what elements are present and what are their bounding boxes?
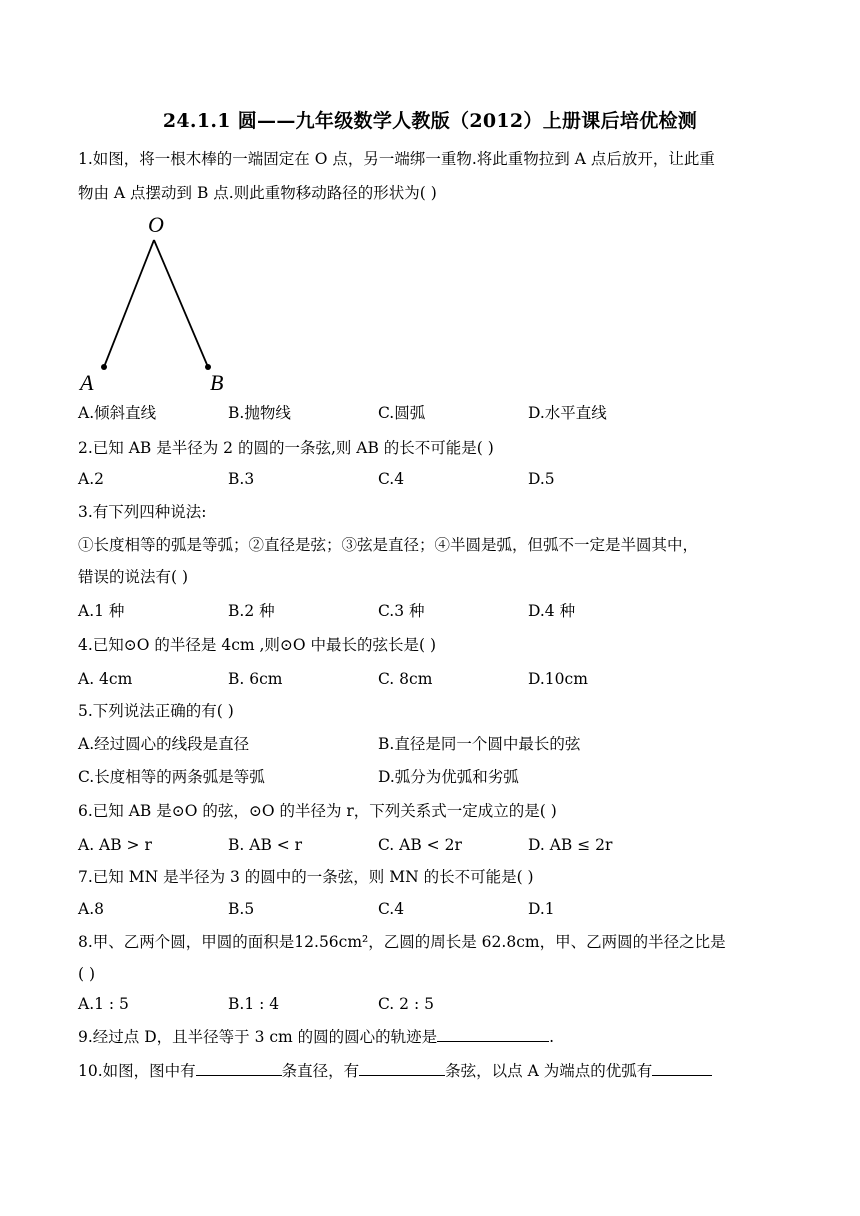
q7-option-b: B.5: [228, 900, 255, 918]
q7-option-a: A.8: [78, 900, 104, 918]
q10-text-part1: 10.如图，图中有: [78, 1062, 196, 1080]
q4-option-d: D.10cm: [528, 670, 588, 688]
q3-option-d: D.4 种: [528, 602, 576, 620]
q7-option-d: D.1: [528, 900, 555, 918]
q9-answer-blank[interactable]: [437, 1025, 549, 1042]
q3-option-b: B.2 种: [228, 602, 275, 620]
q9-text-after: .: [549, 1028, 555, 1046]
q8-stem: 8.甲、乙两个圆，甲圆的面积是12.56cm²，乙圆的周长是 62.8cm，甲、乙两圆的半径之比是: [78, 933, 726, 951]
q10-text-part3: 条弦，以点 A 为端点的优弧有: [445, 1062, 653, 1080]
q1-option-a: A.倾斜直线: [78, 404, 157, 422]
q2-option-d: D.5: [528, 470, 555, 488]
q3-stem-line3: 错误的说法有( ): [78, 568, 189, 586]
q3-stem-line2: ①长度相等的弧是等弧；②直径是弦；③弦是直径；④半圆是弧，但弧不一定是半圆其中，: [78, 536, 699, 554]
q6-stem: 6.已知 AB 是⊙O 的弦，⊙O 的半径为 r，下列关系式一定成立的是( ): [78, 802, 557, 820]
q9-text-before: 9.经过点 D，且半径等于 3 cm 的圆的圆心的轨迹是: [78, 1028, 438, 1046]
q4-option-c: C. 8cm: [378, 670, 433, 688]
q3-option-c: C.3 种: [378, 602, 425, 620]
label-a: A: [80, 370, 94, 395]
q9-stem: [78, 1025, 554, 1048]
q2-option-a: A.2: [78, 470, 104, 488]
q2-stem: 2.已知 AB 是半径为 2 的圆的一条弦,则 AB 的长不可能是( ): [78, 439, 494, 457]
q6-option-b: B. AB < r: [228, 836, 303, 854]
q5-option-b: B.直径是同一个圆中最长的弦: [378, 735, 581, 753]
q5-option-d: D.弧分为优弧和劣弧: [378, 768, 519, 786]
pendulum-figure: [74, 210, 244, 400]
q1-stem-line2: 物由 A 点摆动到 B 点.则此重物移动路径的形状为( ): [78, 184, 437, 202]
q5-option-a: A.经过圆心的线段是直径: [78, 735, 250, 753]
q10-stem: [78, 1059, 712, 1082]
q7-stem: 7.已知 MN 是半径为 3 的圆中的一条弦，则 MN 的长不可能是( ): [78, 868, 534, 886]
q3-option-a: A.1 种: [78, 602, 125, 620]
q8-option-a: A.1 : 5: [78, 995, 129, 1013]
q6-option-d: D. AB ≤ 2r: [528, 836, 613, 854]
q3-stem: 3.有下列四种说法:: [78, 503, 207, 521]
q1-option-c: C.圆弧: [378, 404, 426, 422]
point-a-dot: [101, 364, 107, 370]
q1-option-b: B.抛物线: [228, 404, 291, 422]
q4-option-b: B. 6cm: [228, 670, 283, 688]
q4-option-a: A. 4cm: [78, 670, 133, 688]
q1-option-d: D.水平直线: [528, 404, 607, 422]
pendulum-left-rod: [104, 240, 154, 367]
q10-chord-blank[interactable]: [359, 1059, 445, 1076]
label-b: B: [210, 370, 224, 395]
q10-text-part2: 条直径，有: [281, 1062, 360, 1080]
q8-option-c: C. 2 : 5: [378, 995, 434, 1013]
q8-stem-line2: ( ): [78, 965, 96, 983]
q6-option-a: A. AB > r: [78, 836, 152, 854]
q7-option-c: C.4: [378, 900, 405, 918]
q2-option-c: C.4: [378, 470, 405, 488]
q8-option-b: B.1 : 4: [228, 995, 280, 1013]
q4-stem: 4.已知⊙O 的半径是 4cm ,则⊙O 中最长的弦长是( ): [78, 636, 437, 654]
q5-stem: 5.下列说法正确的有( ): [78, 702, 234, 720]
q5-option-c: C.长度相等的两条弧是等弧: [78, 768, 265, 786]
q6-option-c: C. AB < 2r: [378, 836, 462, 854]
q1-stem-line1: 1.如图，将一根木棒的一端固定在 O 点，另一端绑一重物.将此重物拉到 A 点后放开，让此重: [78, 150, 715, 168]
page-title: 24.1.1 圆——九年级数学人教版（2012）上册课后培优检测: [162, 110, 698, 132]
pendulum-right-rod: [154, 240, 208, 367]
label-o: O: [148, 212, 164, 237]
q2-option-b: B.3: [228, 470, 255, 488]
q10-diameter-blank[interactable]: [196, 1059, 282, 1076]
q10-arc-blank[interactable]: [652, 1059, 712, 1076]
